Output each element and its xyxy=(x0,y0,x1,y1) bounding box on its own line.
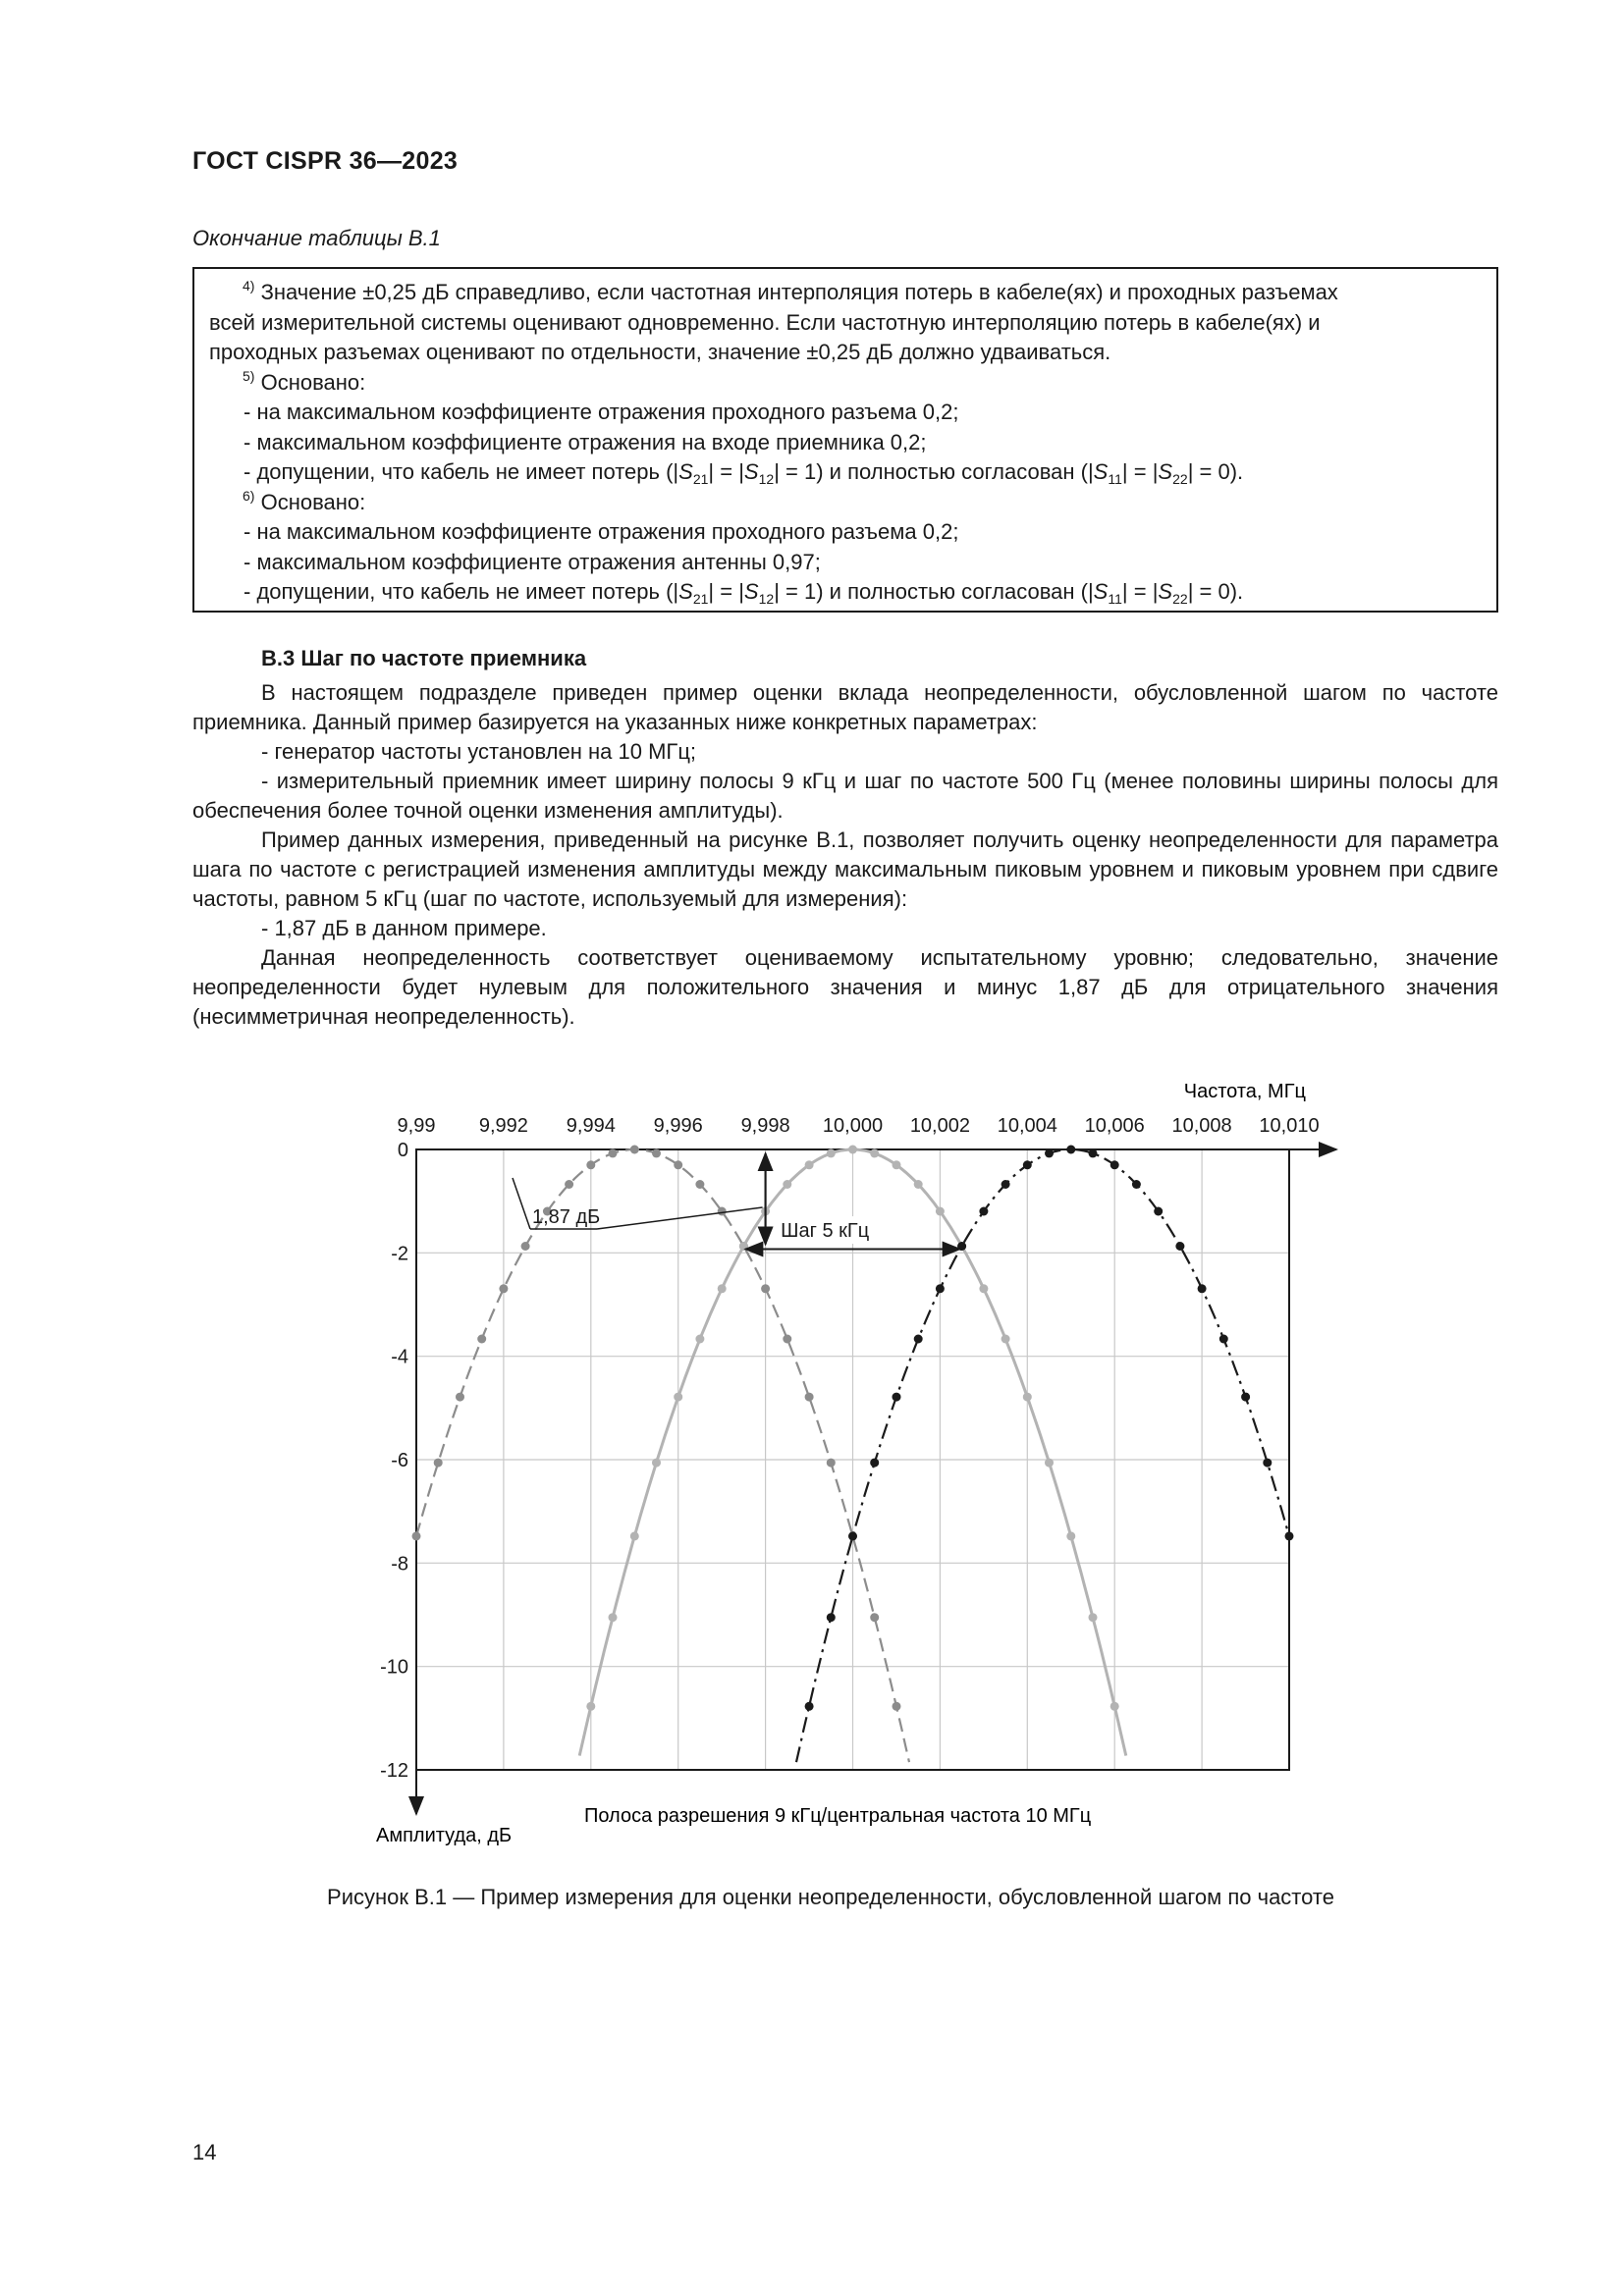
y-tick-label: -8 xyxy=(391,1553,408,1575)
footnote-text: проходных разъемах оценивают по отдельности, значение ±0,25 дБ должно удваиваться. xyxy=(209,340,1111,364)
footnote-item: - на максимальном коэффициенте отражения проходного разъема 0,2; xyxy=(244,400,959,424)
data-point xyxy=(1285,1531,1294,1540)
document-header: ГОСТ CISPR 36—2023 xyxy=(192,147,459,175)
data-point xyxy=(1023,1393,1032,1402)
section-heading: В.3 Шаг по частоте приемника xyxy=(261,646,587,670)
list-item: - 1,87 дБ в данном примере. xyxy=(261,916,547,940)
footnote-text: всей измерительной системы оценивают одновременно. Если частотную интерполяцию потерь в кабеле(ях) и xyxy=(209,309,1321,335)
section-b3 xyxy=(192,644,1498,1032)
data-point xyxy=(805,1393,814,1402)
paragraph: В настоящем подразделе приведен пример оценки вклада неопределенности, обусловленной шагом по частоте приемника. Данный пример базируется на указанных ниже конкретных параметрах: xyxy=(192,680,1498,734)
x-tick-label: 10,002 xyxy=(909,1115,970,1137)
annotation-leader xyxy=(597,1207,763,1229)
data-point xyxy=(1001,1335,1010,1344)
data-point xyxy=(718,1207,727,1216)
page-number: 14 xyxy=(192,2140,217,2164)
footnote-6 xyxy=(209,488,1483,518)
footnote-item: - допущении, что кабель не имеет потерь $(|S_{21}| = |S_{12}| = 1)$ и полностью согласован $(|S_{11}| = |S_{22}| = 0)$. xyxy=(244,579,1244,607)
data-point xyxy=(1066,1531,1075,1540)
footnote-item: - на максимальном коэффициенте отражения проходного разъема 0,2; xyxy=(244,519,959,544)
data-point xyxy=(499,1284,508,1293)
list-item: - измерительный приемник имеет ширину полосы 9 кГц и шаг по частоте 500 Гц (менее половины ширины полосы для обеспечения более точной оценки изменения амплитуды). xyxy=(192,769,1498,823)
footnote-item: - допущении, что кабель не имеет потерь $(|S_{21}| = |S_{12}| = 1)$ и полностью согласован $(|S_{11}| = |S_{22}| = 0)$. xyxy=(244,459,1244,487)
data-point xyxy=(936,1284,945,1293)
figure-b1 xyxy=(344,1060,1345,1855)
x-tick-label: 10,008 xyxy=(1171,1115,1232,1137)
y-tick-label: -12 xyxy=(380,1760,408,1782)
data-point xyxy=(1089,1613,1098,1622)
x-tick-label: 10,004 xyxy=(997,1115,1057,1137)
data-point xyxy=(870,1613,879,1622)
data-point xyxy=(1263,1459,1272,1468)
x-tick-label: 10,010 xyxy=(1259,1115,1320,1137)
data-point xyxy=(609,1613,618,1622)
footnote-5 xyxy=(209,368,1483,399)
data-point xyxy=(1001,1180,1010,1189)
x-tick-label: 9,996 xyxy=(653,1115,703,1137)
data-point xyxy=(1219,1335,1228,1344)
x-tick-label: 9,998 xyxy=(740,1115,790,1137)
data-point xyxy=(761,1284,770,1293)
footnote-text: Значение ±0,25 дБ справедливо, если частотная интерполяция потерь в кабеле(ях) и проходных разъемах xyxy=(260,280,1338,304)
data-point xyxy=(630,1146,639,1154)
data-point xyxy=(1154,1207,1163,1216)
paragraph: Данная неопределенность соответствует оцениваемому испытательному уровню; следовательно, значение неопределенности будет нулевым для положительного значения и минус 1,87 дБ для отрицательного значения (несимметричная неопределенность). xyxy=(192,945,1498,1029)
x-axis-label: Частота, МГц xyxy=(1183,1081,1306,1102)
data-point xyxy=(1023,1160,1032,1169)
data-point xyxy=(586,1702,595,1711)
data-point xyxy=(674,1160,682,1169)
data-point xyxy=(652,1459,661,1468)
data-point xyxy=(914,1180,923,1189)
footnote-marker: 5) xyxy=(243,367,255,384)
footnote-text: Основано: xyxy=(260,369,366,395)
data-point xyxy=(1045,1148,1054,1157)
data-point xyxy=(805,1702,814,1711)
footnote-item: - максимальном коэффициенте отражения на входе приемника 0,2; xyxy=(244,429,927,454)
footnote-marker: 6) xyxy=(243,487,255,504)
data-point xyxy=(1110,1160,1119,1169)
data-point xyxy=(870,1459,879,1468)
y-tick-label: -10 xyxy=(380,1656,408,1679)
data-point xyxy=(609,1148,618,1157)
data-point xyxy=(848,1146,857,1154)
data-point xyxy=(893,1702,901,1711)
y-axis-label: Амплитуда, дБ xyxy=(376,1825,513,1846)
data-point xyxy=(914,1335,923,1344)
table-continuation-label: Окончание таблицы В.1 xyxy=(192,226,441,250)
data-point xyxy=(1241,1393,1250,1402)
data-point xyxy=(695,1180,704,1189)
data-point xyxy=(827,1148,836,1157)
step-label: Шаг 5 кГц xyxy=(781,1220,870,1243)
x-tick-label: 10,006 xyxy=(1084,1115,1145,1137)
y-tick-label: 0 xyxy=(397,1140,408,1161)
data-point xyxy=(718,1284,727,1293)
table-footnotes-box xyxy=(192,267,1498,613)
data-point xyxy=(695,1335,704,1344)
y-tick-label: -6 xyxy=(391,1450,408,1471)
x-tick-label: 9,992 xyxy=(478,1115,528,1137)
data-point xyxy=(1175,1242,1184,1251)
data-point xyxy=(893,1160,901,1169)
x-tick-label: 9,99 xyxy=(397,1115,436,1137)
data-point xyxy=(652,1148,661,1157)
chart-subtitle: Полоса разрешения 9 кГц/центральная частота 10 МГц xyxy=(584,1805,1092,1827)
data-point xyxy=(870,1148,879,1157)
data-point xyxy=(521,1242,530,1251)
data-point xyxy=(1198,1284,1207,1293)
data-point xyxy=(674,1393,682,1402)
data-point xyxy=(1132,1180,1141,1189)
data-point xyxy=(586,1160,595,1169)
frequency-step-chart xyxy=(344,1060,1345,1855)
data-point xyxy=(477,1335,486,1344)
data-point xyxy=(936,1207,945,1216)
data-point xyxy=(783,1335,791,1344)
data-point xyxy=(827,1459,836,1468)
y-tick-label: -2 xyxy=(391,1243,408,1265)
data-point xyxy=(1066,1146,1075,1154)
data-point xyxy=(979,1207,988,1216)
data-point xyxy=(783,1180,791,1189)
db-difference-label: 1,87 дБ xyxy=(532,1206,601,1228)
figure-caption: Рисунок В.1 — Пример измерения для оценки неопределенности, обусловленной шагом по частоте xyxy=(327,1885,1334,1909)
footnote-item: - максимальном коэффициенте отражения антенны 0,97; xyxy=(244,549,821,574)
list-item: - генератор частоты установлен на 10 МГц; xyxy=(261,739,697,764)
data-point xyxy=(456,1393,464,1402)
footnote-4 xyxy=(209,278,1483,308)
data-point xyxy=(434,1459,443,1468)
data-point xyxy=(1089,1148,1098,1157)
paragraph: Пример данных измерения, приведенный на рисунке В.1, позволяет получить оценку неопределенности для параметра шага по частоте с регистрацией изменения амплитуды между максимальным пиковым уровнем и пиковым уровнем при сдвиге частоты, равном 5 кГц (шаг по частоте, используемый для измерения): xyxy=(192,828,1498,911)
annotation-leader xyxy=(513,1178,530,1229)
data-point xyxy=(1045,1459,1054,1468)
data-point xyxy=(412,1531,421,1540)
x-tick-label: 9,994 xyxy=(566,1115,616,1137)
data-point xyxy=(1110,1702,1119,1711)
data-point xyxy=(805,1160,814,1169)
data-point xyxy=(979,1284,988,1293)
data-point xyxy=(827,1613,836,1622)
footnote-marker: 4) xyxy=(243,278,255,294)
y-tick-label: -4 xyxy=(391,1346,408,1368)
data-point xyxy=(565,1180,573,1189)
x-tick-label: 10,000 xyxy=(822,1115,884,1137)
data-point xyxy=(630,1531,639,1540)
footnote-text: Основано: xyxy=(260,489,366,514)
data-point xyxy=(893,1393,901,1402)
data-point xyxy=(848,1531,857,1540)
